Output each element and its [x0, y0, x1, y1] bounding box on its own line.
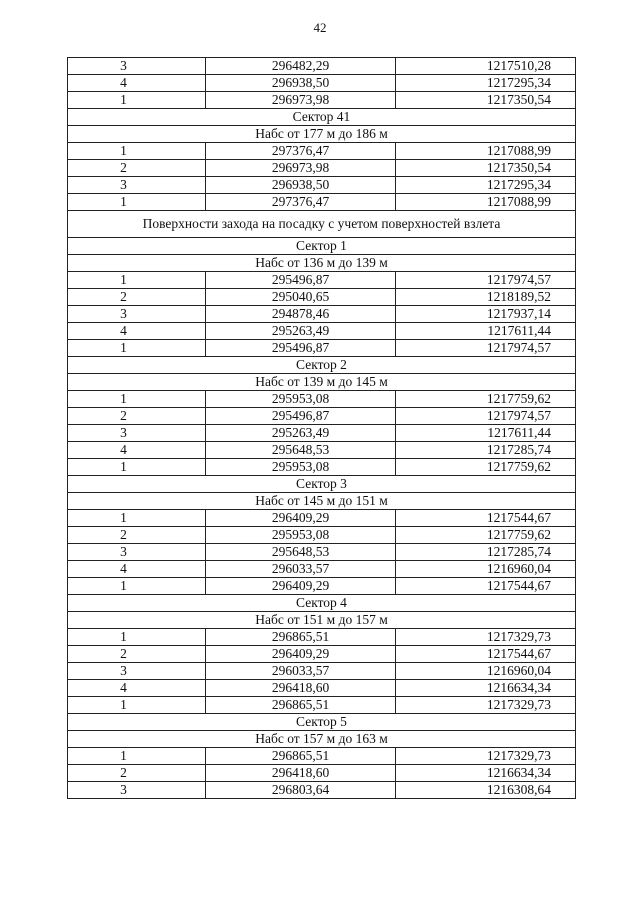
sector-title: Сектор 41	[68, 109, 576, 126]
y-coordinate: 1217759,62	[396, 527, 576, 544]
point-number: 1	[68, 143, 206, 160]
y-coordinate: 1217329,73	[396, 748, 576, 765]
x-coordinate: 295496,87	[206, 272, 396, 289]
table-row	[68, 289, 576, 306]
table-row	[68, 680, 576, 697]
x-coordinate: 296865,51	[206, 629, 396, 646]
y-coordinate: 1216634,34	[396, 765, 576, 782]
section-heading: Поверхности захода на посадку с учетом поверхностей взлета	[68, 211, 576, 238]
sector-title: Сектор 3	[68, 476, 576, 493]
x-coordinate: 295496,87	[206, 340, 396, 357]
x-coordinate: 295263,49	[206, 425, 396, 442]
point-number: 4	[68, 680, 206, 697]
table-row	[68, 748, 576, 765]
point-number: 2	[68, 408, 206, 425]
point-number: 4	[68, 442, 206, 459]
point-number: 1	[68, 92, 206, 109]
x-coordinate: 296973,98	[206, 92, 396, 109]
y-coordinate: 1217285,74	[396, 442, 576, 459]
height-range: Набс от 145 м до 151 м	[68, 493, 576, 510]
sector-title: Сектор 4	[68, 595, 576, 612]
point-number: 2	[68, 646, 206, 663]
y-coordinate: 1217974,57	[396, 408, 576, 425]
x-coordinate: 296418,60	[206, 765, 396, 782]
point-number: 2	[68, 289, 206, 306]
x-coordinate: 295648,53	[206, 442, 396, 459]
y-coordinate: 1217937,14	[396, 306, 576, 323]
y-coordinate: 1217544,67	[396, 646, 576, 663]
y-coordinate: 1216960,04	[396, 561, 576, 578]
height-range-row	[68, 255, 576, 272]
point-number: 3	[68, 306, 206, 323]
table-row	[68, 663, 576, 680]
x-coordinate: 296482,29	[206, 58, 396, 75]
sector-title: Сектор 1	[68, 238, 576, 255]
y-coordinate: 1217544,67	[396, 510, 576, 527]
page-number: 42	[313, 20, 327, 35]
point-number: 1	[68, 748, 206, 765]
y-coordinate: 1217088,99	[396, 143, 576, 160]
y-coordinate: 1217611,44	[396, 323, 576, 340]
y-coordinate: 1217295,34	[396, 75, 576, 92]
x-coordinate: 296973,98	[206, 160, 396, 177]
table-row	[68, 442, 576, 459]
point-number: 3	[68, 425, 206, 442]
y-coordinate: 1217329,73	[396, 629, 576, 646]
x-coordinate: 295953,08	[206, 459, 396, 476]
height-range: Набс от 136 м до 139 м	[68, 255, 576, 272]
table-row	[68, 765, 576, 782]
sector-title-row	[68, 595, 576, 612]
y-coordinate: 1217759,62	[396, 459, 576, 476]
sector-title-row	[68, 714, 576, 731]
x-coordinate: 296938,50	[206, 177, 396, 194]
table-row	[68, 561, 576, 578]
table-row	[68, 646, 576, 663]
height-range-row	[68, 374, 576, 391]
x-coordinate: 296938,50	[206, 75, 396, 92]
y-coordinate: 1217510,28	[396, 58, 576, 75]
table-row	[68, 92, 576, 109]
table-row	[68, 425, 576, 442]
height-range-row	[68, 731, 576, 748]
point-number: 1	[68, 391, 206, 408]
y-coordinate: 1216960,04	[396, 663, 576, 680]
coordinates-table-body	[68, 58, 576, 799]
table-row	[68, 306, 576, 323]
x-coordinate: 295953,08	[206, 391, 396, 408]
height-range-row	[68, 493, 576, 510]
height-range: Набс от 139 м до 145 м	[68, 374, 576, 391]
point-number: 1	[68, 340, 206, 357]
table-row	[68, 510, 576, 527]
x-coordinate: 297376,47	[206, 194, 396, 211]
x-coordinate: 296409,29	[206, 510, 396, 527]
y-coordinate: 1217544,67	[396, 578, 576, 595]
y-coordinate: 1217350,54	[396, 160, 576, 177]
y-coordinate: 1216308,64	[396, 782, 576, 799]
point-number: 1	[68, 459, 206, 476]
point-number: 1	[68, 194, 206, 211]
table-row	[68, 629, 576, 646]
x-coordinate: 296033,57	[206, 663, 396, 680]
table-row	[68, 391, 576, 408]
point-number: 3	[68, 544, 206, 561]
y-coordinate: 1217974,57	[396, 272, 576, 289]
y-coordinate: 1217285,74	[396, 544, 576, 561]
point-number: 3	[68, 177, 206, 194]
table-row	[68, 272, 576, 289]
point-number: 3	[68, 58, 206, 75]
height-range: Набс от 157 м до 163 м	[68, 731, 576, 748]
x-coordinate: 296409,29	[206, 578, 396, 595]
sector-title: Сектор 2	[68, 357, 576, 374]
coordinates-table	[67, 57, 576, 799]
sector-title-row	[68, 238, 576, 255]
y-coordinate: 1217611,44	[396, 425, 576, 442]
point-number: 4	[68, 75, 206, 92]
height-range: Набс от 177 м до 186 м	[68, 126, 576, 143]
section-heading-row	[68, 211, 576, 238]
x-coordinate: 296865,51	[206, 697, 396, 714]
table-row	[68, 177, 576, 194]
point-number: 2	[68, 765, 206, 782]
x-coordinate: 295040,65	[206, 289, 396, 306]
sector-title: Сектор 5	[68, 714, 576, 731]
sector-title-row	[68, 357, 576, 374]
point-number: 1	[68, 510, 206, 527]
x-coordinate: 294878,46	[206, 306, 396, 323]
point-number: 3	[68, 663, 206, 680]
y-coordinate: 1217759,62	[396, 391, 576, 408]
y-coordinate: 1216634,34	[396, 680, 576, 697]
x-coordinate: 295648,53	[206, 544, 396, 561]
y-coordinate: 1217295,34	[396, 177, 576, 194]
point-number: 3	[68, 782, 206, 799]
x-coordinate: 295496,87	[206, 408, 396, 425]
height-range-row	[68, 612, 576, 629]
sector-title-row	[68, 109, 576, 126]
point-number: 1	[68, 272, 206, 289]
table-row	[68, 160, 576, 177]
table-row	[68, 194, 576, 211]
table-row	[68, 782, 576, 799]
x-coordinate: 295953,08	[206, 527, 396, 544]
y-coordinate: 1217350,54	[396, 92, 576, 109]
table-row	[68, 578, 576, 595]
x-coordinate: 296803,64	[206, 782, 396, 799]
table-row	[68, 697, 576, 714]
table-row	[68, 340, 576, 357]
y-coordinate: 1218189,52	[396, 289, 576, 306]
x-coordinate: 296865,51	[206, 748, 396, 765]
y-coordinate: 1217088,99	[396, 194, 576, 211]
table-row	[68, 143, 576, 160]
table-row	[68, 75, 576, 92]
x-coordinate: 296409,29	[206, 646, 396, 663]
table-row	[68, 58, 576, 75]
height-range-row	[68, 126, 576, 143]
height-range: Набс от 151 м до 157 м	[68, 612, 576, 629]
x-coordinate: 296033,57	[206, 561, 396, 578]
table-row	[68, 459, 576, 476]
point-number: 4	[68, 561, 206, 578]
point-number: 1	[68, 697, 206, 714]
point-number: 4	[68, 323, 206, 340]
point-number: 2	[68, 160, 206, 177]
x-coordinate: 295263,49	[206, 323, 396, 340]
table-row	[68, 527, 576, 544]
table-row	[68, 408, 576, 425]
point-number: 1	[68, 629, 206, 646]
y-coordinate: 1217329,73	[396, 697, 576, 714]
table-row	[68, 544, 576, 561]
point-number: 1	[68, 578, 206, 595]
x-coordinate: 297376,47	[206, 143, 396, 160]
sector-title-row	[68, 476, 576, 493]
y-coordinate: 1217974,57	[396, 340, 576, 357]
point-number: 2	[68, 527, 206, 544]
x-coordinate: 296418,60	[206, 680, 396, 697]
table-row	[68, 323, 576, 340]
